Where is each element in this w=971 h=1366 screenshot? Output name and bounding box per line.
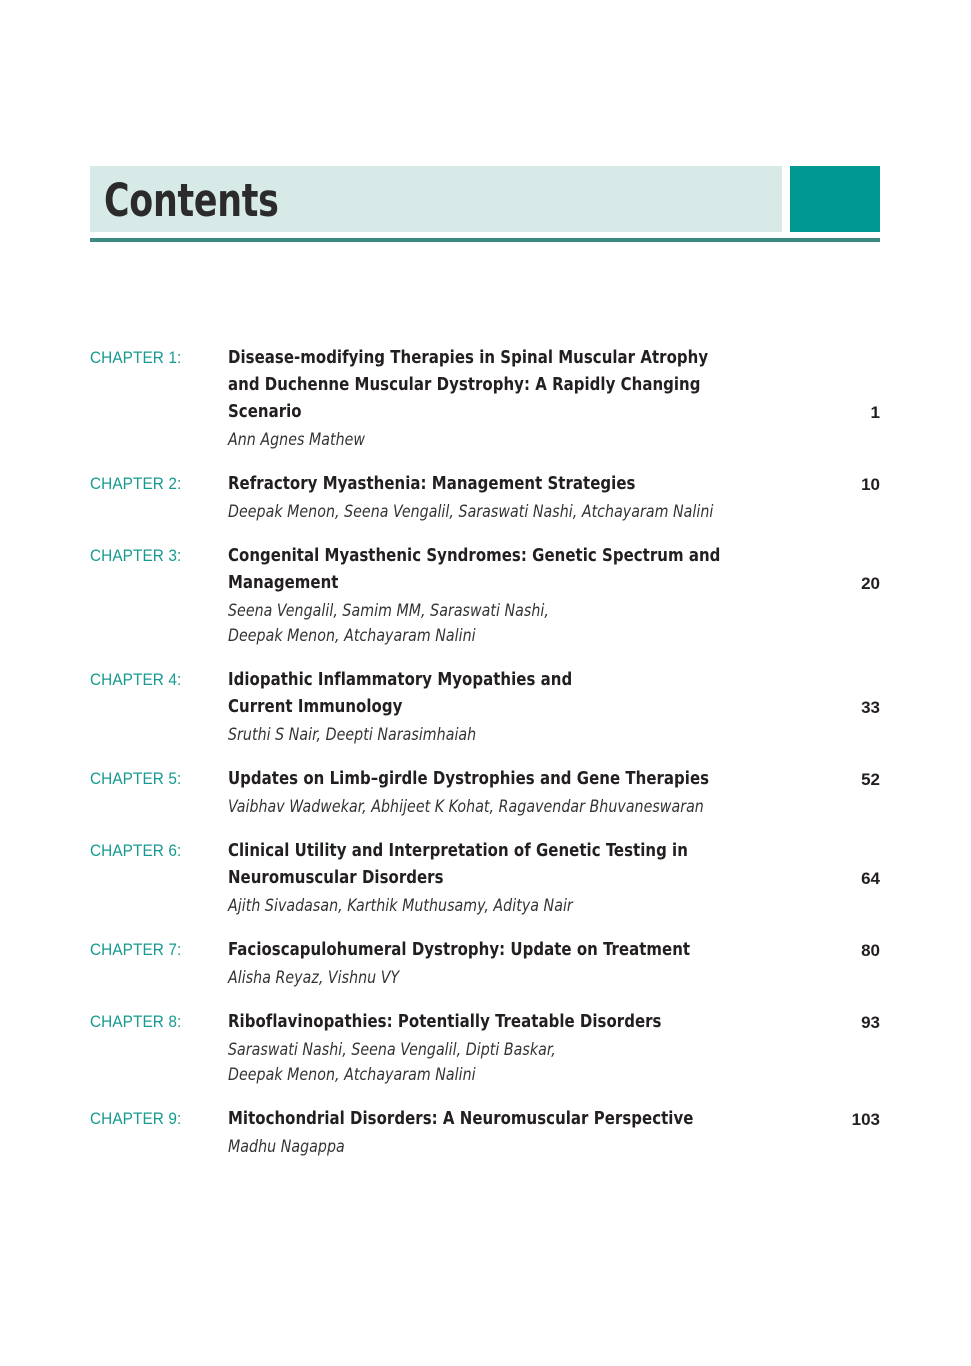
chapter-title-line: Mitochondrial Disorders: A Neuromuscular Perspective <box>228 1109 694 1129</box>
contents-header <box>90 166 880 232</box>
chapter-title-line: Clinical Utility and Interpretation of Genetic Testing in <box>228 841 688 861</box>
toc-entry-body <box>228 838 880 918</box>
toc-entry-body <box>228 471 880 524</box>
page-number: 80 <box>861 941 880 960</box>
chapter-title <box>228 543 880 597</box>
chapter-label: CHAPTER 9: <box>90 1110 182 1128</box>
toc-entry[interactable] <box>90 937 880 990</box>
chapter-title <box>228 1009 880 1036</box>
toc-entry-row <box>90 838 880 918</box>
chapter-author-line: Deepak Menon, Atchayaram Nalini <box>228 626 476 645</box>
chapter-title-line: Neuromuscular Disorders <box>228 868 444 888</box>
chapter-author-line: Deepak Menon, Atchayaram Nalini <box>228 1065 476 1084</box>
chapter-label: CHAPTER 5: <box>90 770 182 788</box>
chapter-author-line: Saraswati Nashi, Seena Vengalil, Dipti Baskar, <box>228 1040 556 1059</box>
toc-entry[interactable] <box>90 1009 880 1087</box>
chapter-title <box>228 667 880 721</box>
chapter-title-line: Current Immunology <box>228 697 403 717</box>
chapter-title <box>228 345 880 426</box>
chapter-title-line: Updates on Limb–girdle Dystrophies and Gene Therapies <box>228 769 710 789</box>
chapter-authors <box>228 965 880 990</box>
chapter-author-line: Sruthi S Nair, Deepti Narasimhaiah <box>228 725 477 744</box>
page-number: 20 <box>861 574 880 593</box>
chapter-authors <box>228 893 880 918</box>
chapter-author-line: Madhu Nagappa <box>228 1137 345 1156</box>
chapter-title-line: Scenario <box>228 402 302 422</box>
chapter-label: CHAPTER 7: <box>90 941 182 959</box>
page-number: 1 <box>870 403 880 422</box>
toc-entry-row <box>90 543 880 648</box>
page-title: Contents <box>104 174 279 227</box>
page-number: 93 <box>861 1013 880 1032</box>
chapter-title-line: Disease-modifying Therapies in Spinal Muscular Atrophy <box>228 348 709 368</box>
toc-entry-body <box>228 937 880 990</box>
chapter-author-line: Vaibhav Wadwekar, Abhijeet K Kohat, Ragavendar Bhuvaneswaran <box>228 797 704 816</box>
toc-entry-row <box>90 1009 880 1087</box>
chapter-label: CHAPTER 1: <box>90 349 182 367</box>
toc-entry[interactable] <box>90 543 880 648</box>
toc-entry[interactable] <box>90 471 880 524</box>
chapter-authors <box>228 1037 880 1087</box>
toc-entry-row <box>90 667 880 747</box>
chapter-label: CHAPTER 3: <box>90 547 182 565</box>
page-number: 10 <box>861 475 880 494</box>
page-number: 52 <box>861 770 880 789</box>
chapter-title-line: Congenital Myasthenic Syndromes: Genetic Spectrum and <box>228 546 721 566</box>
chapter-author-line: Ajith Sivadasan, Karthik Muthusamy, Aditya Nair <box>228 896 573 915</box>
chapter-authors <box>228 794 880 819</box>
toc-entry-row <box>90 471 880 524</box>
chapter-title-line: Riboflavinopathies: Potentially Treatable Disorders <box>228 1012 662 1032</box>
chapter-title-line: Refractory Myasthenia: Management Strategies <box>228 474 636 494</box>
chapter-title-line: Management <box>228 573 339 593</box>
toc-entry[interactable] <box>90 1106 880 1159</box>
chapter-authors <box>228 499 880 524</box>
toc-entry-row <box>90 937 880 990</box>
toc-entry[interactable] <box>90 838 880 918</box>
toc-entry[interactable] <box>90 345 880 452</box>
page-number: 33 <box>861 698 880 717</box>
header-accent-square <box>790 166 880 232</box>
toc-entry-body <box>228 543 880 648</box>
header-divider-rule <box>90 238 880 242</box>
toc-entry-body <box>228 1106 880 1159</box>
toc-entry-body <box>228 345 880 452</box>
chapter-authors <box>228 427 880 452</box>
chapter-title <box>228 1106 880 1133</box>
chapter-author-line: Ann Agnes Mathew <box>228 430 366 449</box>
chapter-title <box>228 937 880 964</box>
chapter-title <box>228 766 880 793</box>
chapter-authors <box>228 1134 880 1159</box>
chapter-title <box>228 838 880 892</box>
table-of-contents <box>90 345 880 1178</box>
chapter-author-line: Seena Vengalil, Samim MM, Saraswati Nashi, <box>228 601 549 620</box>
chapter-label: CHAPTER 8: <box>90 1013 182 1031</box>
chapter-authors <box>228 722 880 747</box>
chapter-label: CHAPTER 4: <box>90 671 182 689</box>
toc-entry-row <box>90 1106 880 1159</box>
toc-entry[interactable] <box>90 667 880 747</box>
chapter-title-line: Idiopathic Inflammatory Myopathies and <box>228 670 573 690</box>
toc-entry[interactable] <box>90 766 880 819</box>
chapter-author-line: Alisha Reyaz, Vishnu VY <box>228 968 400 987</box>
chapter-title <box>228 471 880 498</box>
toc-entry-body <box>228 766 880 819</box>
page-number: 64 <box>861 869 880 888</box>
chapter-title-line: Facioscapulohumeral Dystrophy: Update on Treatment <box>228 940 691 960</box>
chapter-title-line: and Duchenne Muscular Dystrophy: A Rapidly Changing <box>228 375 701 395</box>
toc-entry-body <box>228 667 880 747</box>
toc-entry-row <box>90 766 880 819</box>
toc-entry-row <box>90 345 880 452</box>
toc-entry-body <box>228 1009 880 1087</box>
chapter-label: CHAPTER 2: <box>90 475 182 493</box>
chapter-label: CHAPTER 6: <box>90 842 182 860</box>
chapter-author-line: Deepak Menon, Seena Vengalil, Saraswati Nashi, Atchayaram Nalini <box>228 502 714 521</box>
page-number: 103 <box>851 1110 880 1129</box>
chapter-authors <box>228 598 880 648</box>
